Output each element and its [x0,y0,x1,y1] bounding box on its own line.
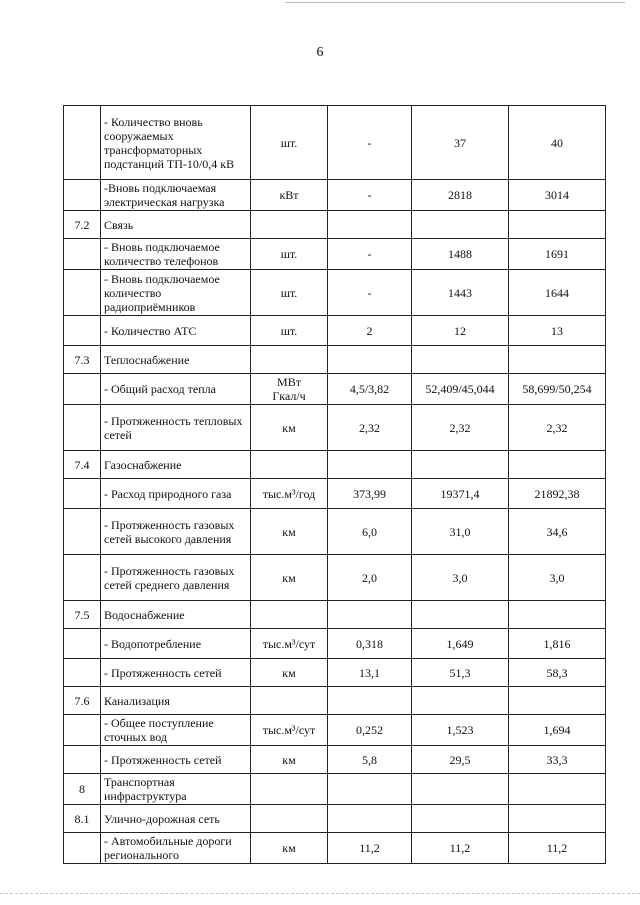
unit-cell: тыс.м³/сут [251,715,328,746]
unit-cell [251,451,328,479]
value-current-cell [328,451,412,479]
value-estimated-cell [509,211,606,239]
table-row [64,659,606,687]
value-current-cell [328,774,412,805]
table-row [64,180,606,211]
unit-cell: шт. [251,270,328,316]
value-estimated-cell: 1691 [509,239,606,270]
value-estimated-cell: 1644 [509,270,606,316]
row-number-cell [64,746,101,774]
table-row [64,805,606,833]
value-estimated-cell [509,687,606,715]
indicator-name-cell: - Водопотребление [101,629,251,659]
value-estimated-cell: 11,2 [509,833,606,864]
value-first-stage-cell: 1,649 [412,629,509,659]
table-row [64,479,606,509]
table-row [64,746,606,774]
table-row [64,374,606,405]
page-number: 6 [316,45,324,60]
unit-cell [251,774,328,805]
value-estimated-cell [509,805,606,833]
indicator-name-cell: Улично-дорожная сеть [101,805,251,833]
indicator-name-cell: -Вновь подключаемая электрическая нагрузка [101,180,251,211]
unit-cell [251,346,328,374]
indicator-name-cell: - Вновь подключаемое количество телефонов [101,239,251,270]
indicator-name-cell: - Протяженность сетей [101,659,251,687]
indicator-name-cell: Транспортная инфраструктура [101,774,251,805]
table-row [64,601,606,629]
table-row [64,451,606,479]
value-estimated-cell: 1,694 [509,715,606,746]
indicator-name-cell: - Общий расход тепла [101,374,251,405]
unit-cell: км [251,509,328,555]
value-first-stage-cell: 1488 [412,239,509,270]
row-number-cell: 7.4 [64,451,101,479]
row-number-cell [64,180,101,211]
row-number-cell [64,833,101,864]
value-first-stage-cell: 37 [412,106,509,180]
row-number-cell [64,316,101,346]
value-estimated-cell: 58,3 [509,659,606,687]
value-first-stage-cell: 1,523 [412,715,509,746]
row-number-cell: 7.2 [64,211,101,239]
value-current-cell: 2,0 [328,555,412,601]
value-estimated-cell [509,774,606,805]
value-first-stage-cell: 3,0 [412,555,509,601]
value-first-stage-cell: 11,2 [412,833,509,864]
value-current-cell: 0,252 [328,715,412,746]
value-current-cell [328,346,412,374]
table-row [64,346,606,374]
table-row [64,106,606,180]
value-first-stage-cell: 12 [412,316,509,346]
table-row [64,833,606,864]
table-row [64,405,606,451]
value-first-stage-cell: 31,0 [412,509,509,555]
indicator-name-cell: Газоснабжение [101,451,251,479]
indicator-name-cell: - Протяженность газовых сетей высокого давления [101,509,251,555]
table-row [64,211,606,239]
value-first-stage-cell [412,774,509,805]
value-current-cell: 2,32 [328,405,412,451]
row-number-cell [64,509,101,555]
indicator-name-cell: - Общее поступление сточных вод [101,715,251,746]
value-first-stage-cell [412,601,509,629]
indicator-name-cell: - Протяженность газовых сетей среднего давления [101,555,251,601]
value-estimated-cell: 21892,38 [509,479,606,509]
unit-cell [251,601,328,629]
unit-cell: км [251,746,328,774]
value-estimated-cell [509,601,606,629]
unit-cell [251,687,328,715]
indicator-name-cell: - Количество вновь сооружаемых трансформаторных подстанций ТП-10/0,4 кВ [101,106,251,180]
indicator-name-cell: - Количество АТС [101,316,251,346]
value-first-stage-cell: 19371,4 [412,479,509,509]
row-number-cell [64,270,101,316]
value-first-stage-cell [412,687,509,715]
value-first-stage-cell [412,451,509,479]
value-current-cell: 2 [328,316,412,346]
value-first-stage-cell: 29,5 [412,746,509,774]
value-estimated-cell: 1,816 [509,629,606,659]
value-estimated-cell: 3,0 [509,555,606,601]
value-estimated-cell [509,346,606,374]
table-row [64,687,606,715]
row-number-cell [64,106,101,180]
value-first-stage-cell: 2,32 [412,405,509,451]
value-current-cell: 6,0 [328,509,412,555]
value-current-cell [328,805,412,833]
table-row [64,239,606,270]
value-first-stage-cell: 52,409/45,044 [412,374,509,405]
indicator-name-cell: Теплоснабжение [101,346,251,374]
row-number-cell [64,374,101,405]
row-number-cell [64,479,101,509]
value-current-cell: 13,1 [328,659,412,687]
row-number-cell [64,555,101,601]
unit-cell [251,805,328,833]
value-estimated-cell [509,451,606,479]
unit-cell: шт. [251,239,328,270]
unit-cell: шт. [251,106,328,180]
unit-cell: тыс.м³/сут [251,629,328,659]
value-first-stage-cell: 51,3 [412,659,509,687]
unit-cell: км [251,405,328,451]
value-estimated-cell: 33,3 [509,746,606,774]
unit-cell: км [251,555,328,601]
value-first-stage-cell: 2818 [412,180,509,211]
unit-cell: тыс.м³/год [251,479,328,509]
value-first-stage-cell [412,346,509,374]
row-number-cell [64,659,101,687]
row-number-cell: 7.5 [64,601,101,629]
value-first-stage-cell: 1443 [412,270,509,316]
unit-cell: МВт Гкал/ч [251,374,328,405]
value-current-cell [328,211,412,239]
row-number-cell [64,239,101,270]
value-current-cell: - [328,270,412,316]
unit-cell: шт. [251,316,328,346]
table-row [64,629,606,659]
indicator-name-cell: Канализация [101,687,251,715]
row-number-cell [64,715,101,746]
value-estimated-cell: 2,32 [509,405,606,451]
unit-cell [251,211,328,239]
value-estimated-cell: 40 [509,106,606,180]
value-current-cell: 5,8 [328,746,412,774]
indicator-name-cell: - Протяженность сетей [101,746,251,774]
value-estimated-cell: 13 [509,316,606,346]
value-current-cell: - [328,180,412,211]
value-current-cell: 11,2 [328,833,412,864]
table-row [64,555,606,601]
value-estimated-cell: 3014 [509,180,606,211]
row-number-cell: 8 [64,774,101,805]
table-row [64,774,606,805]
row-number-cell: 7.3 [64,346,101,374]
value-estimated-cell: 58,699/50,254 [509,374,606,405]
top-border-line [285,2,625,3]
unit-cell: кВт [251,180,328,211]
table-row [64,715,606,746]
bottom-scan-line [0,893,640,894]
value-first-stage-cell [412,805,509,833]
indicator-name-cell: - Автомобильные дороги регионального [101,833,251,864]
value-current-cell: 4,5/3,82 [328,374,412,405]
indicators-table [63,105,606,864]
indicator-name-cell: - Вновь подключаемое количество радиоприёмников [101,270,251,316]
value-current-cell [328,601,412,629]
indicator-name-cell: Водоснабжение [101,601,251,629]
value-current-cell: - [328,106,412,180]
value-first-stage-cell [412,211,509,239]
value-current-cell: - [328,239,412,270]
table-row [64,316,606,346]
row-number-cell [64,405,101,451]
unit-cell: км [251,833,328,864]
unit-cell: км [251,659,328,687]
value-estimated-cell: 34,6 [509,509,606,555]
table-row [64,270,606,316]
table-body [64,106,606,864]
row-number-cell: 7.6 [64,687,101,715]
indicator-name-cell: - Расход природного газа [101,479,251,509]
indicator-name-cell: - Протяженность тепловых сетей [101,405,251,451]
value-current-cell [328,687,412,715]
value-current-cell: 0,318 [328,629,412,659]
value-current-cell: 373,99 [328,479,412,509]
row-number-cell [64,629,101,659]
row-number-cell: 8.1 [64,805,101,833]
indicator-name-cell: Связь [101,211,251,239]
table-row [64,509,606,555]
